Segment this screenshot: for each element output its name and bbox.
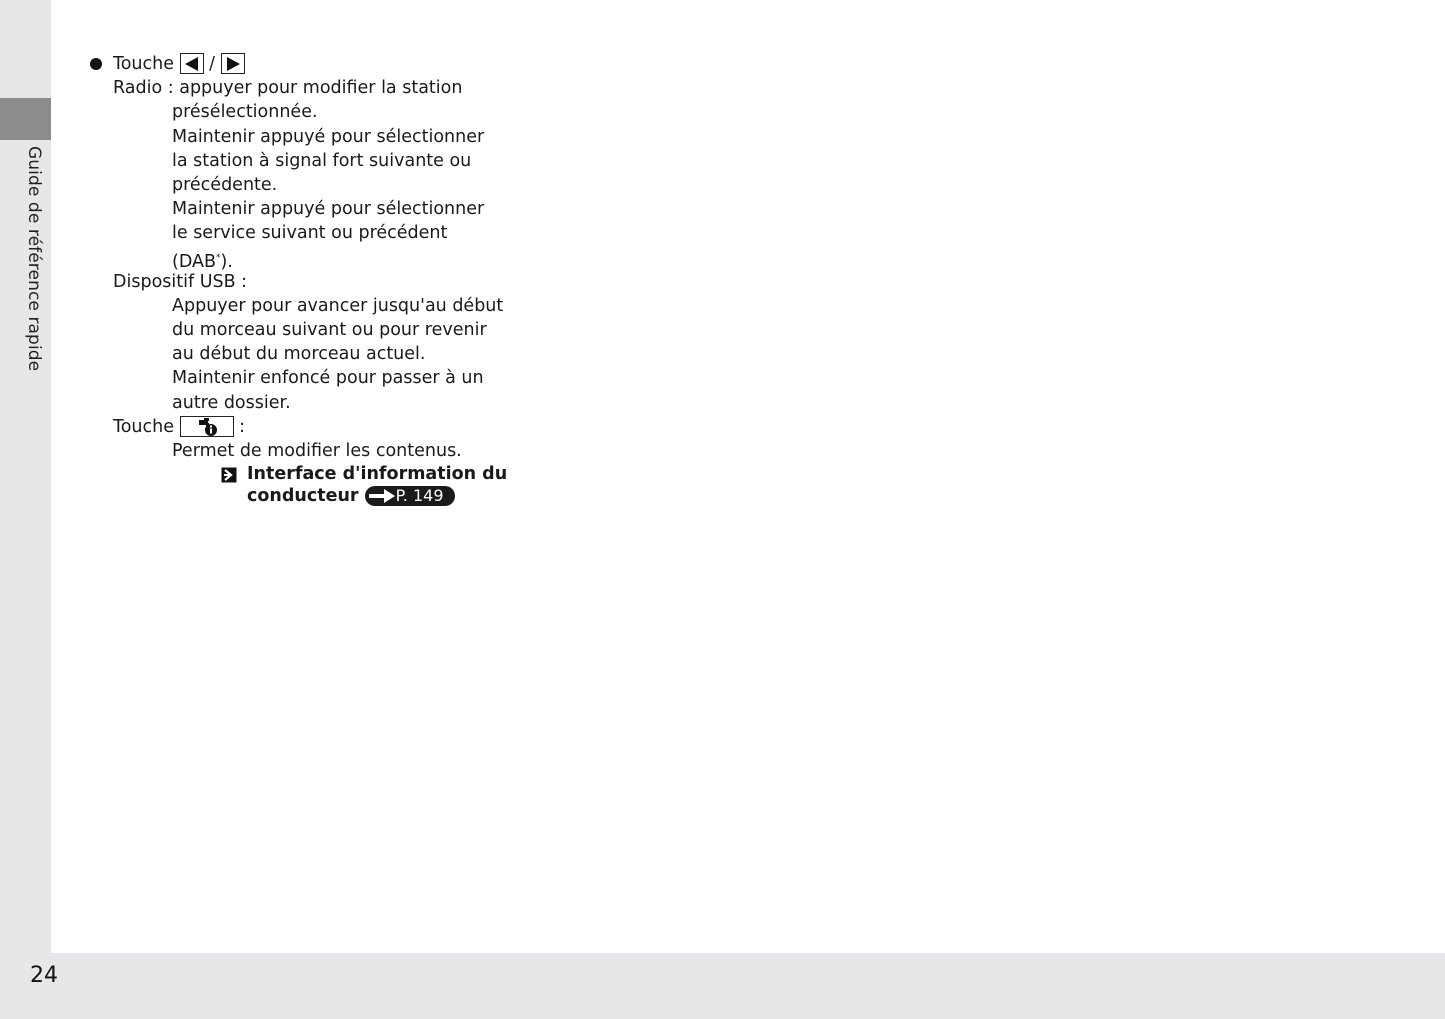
footnote-star: * (215, 252, 221, 263)
right-key-icon (221, 53, 245, 74)
page-reference-text: P. 149 (395, 486, 444, 506)
dab-text: (DAB (172, 251, 216, 272)
text-line: présélectionnée. (172, 102, 318, 123)
page-arrow-icon (369, 489, 395, 503)
usb-label: Dispositif USB : (113, 271, 248, 292)
manual-content (88, 52, 508, 507)
page-number: 24 (30, 963, 58, 988)
colon: : (239, 416, 246, 437)
reference-line (88, 463, 508, 485)
bullet-icon (90, 58, 102, 70)
radio-line (88, 76, 508, 100)
text-line: le service suivant ou précédent (172, 223, 448, 244)
footer-strip (0, 953, 1445, 1019)
text-line: au début du morceau actuel. (172, 344, 426, 365)
section-title: Guide de référence rapide (24, 146, 44, 372)
touche-label: Touche (113, 416, 174, 437)
touche-arrows-line (88, 52, 508, 76)
text-line: Appuyer pour avancer jusqu'au début (172, 295, 504, 316)
radio-text: appuyer pour modifier la station (179, 78, 463, 99)
slash-separator: / (209, 54, 216, 74)
dab-close: ). (220, 251, 233, 272)
touche-label: Touche (113, 54, 174, 74)
left-key-icon (180, 53, 204, 74)
text-line: Maintenir appuyé pour sélectionner (172, 126, 485, 147)
text-line: du morceau suivant ou pour revenir (172, 320, 487, 341)
text-line: Permet de modifier les contenus. (172, 441, 462, 461)
reference-arrow-icon (221, 467, 237, 483)
page-reference-link[interactable] (365, 486, 455, 506)
text-line: Maintenir appuyé pour sélectionner (172, 199, 485, 220)
text-line: la station à signal fort suivante ou (172, 150, 472, 171)
dab-line (88, 246, 508, 270)
driver-info-key-icon (180, 416, 234, 437)
touche-info-line (88, 415, 508, 439)
reference-title-2: conducteur (247, 486, 359, 507)
section-tab-marker (0, 98, 51, 140)
radio-label: Radio : (113, 78, 174, 99)
reference-line (88, 485, 508, 507)
text-line: Maintenir enfoncé pour passer à un (172, 368, 484, 389)
text-line: autre dossier. (172, 392, 291, 413)
text-line: précédente. (172, 174, 278, 195)
reference-title-1: Interface d'information du (247, 464, 508, 485)
